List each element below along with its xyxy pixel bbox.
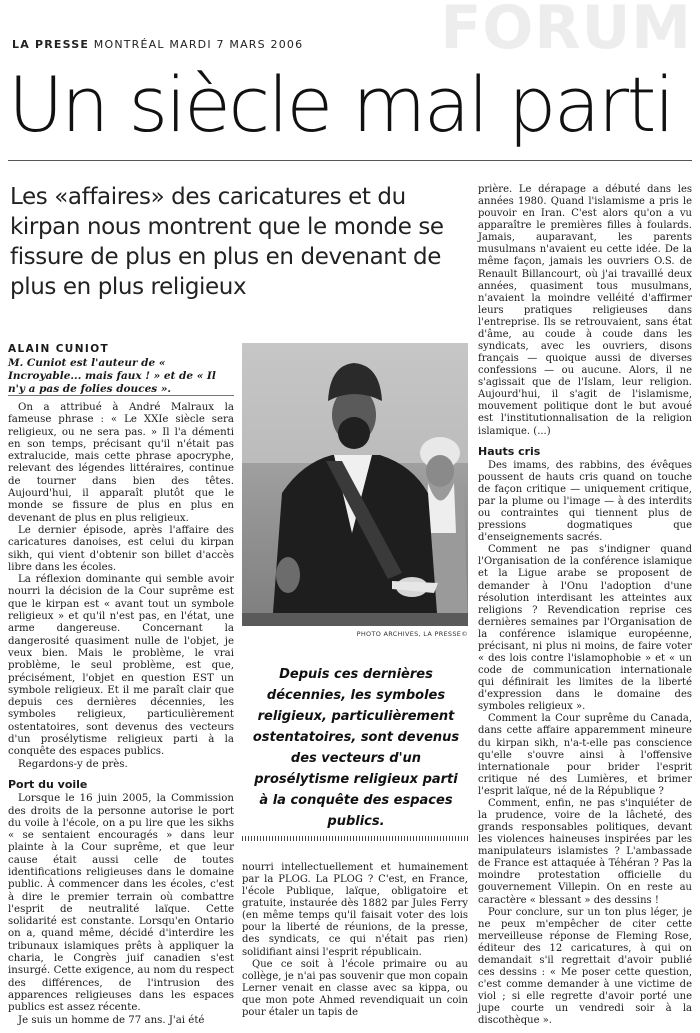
paragraph: Des imams, des rabbins, des évêques poussent de hauts cris quand on touche de façon critique — uniquement critique, par la plume ou l'image — à des interdits ou contraintes qui tiennent plus de pressions dogmatiques que d'enseignements sacrés.: [478, 459, 692, 544]
place-date: MONTRÉAL MARDI 7 MARS 2006: [93, 38, 304, 51]
paragraph: Le dernier épisode, après l'affaire des caricatures danoises, est celui du kirpan sikh, qui vient d'obtenir son billet d'accès libre dans les écoles.: [8, 524, 234, 573]
pull-quote-rule: [242, 836, 468, 841]
headline-rule: [8, 160, 692, 161]
paragraph: nourri intellectuellement et humainement par la PLOG. La PLOG ? C'est, en France, l'école Publique, laïque, obligatoire et gratuite, instaurée dès 1882 par Jules Ferry (en même temps qu'il faisait voter des lois pour la liberté de réunions, de la presse, des syndicats, ce qui n'était pas rien) solidifiant ainsi l'esprit républicain.: [242, 862, 468, 958]
publication-name: LA PRESSE: [12, 38, 90, 51]
subhead-hauts-cris: Hauts cris: [478, 444, 541, 458]
author-name: ALAIN CUNIOT: [8, 343, 110, 355]
paragraph: Comment ne pas s'indigner quand l'Organisation de la conférence islamique et la Ligue arabe se proposent de demander à l'Onu l'adoption d'une résolution interdisant les atteintes aux religions ? Revendication reprise ces dernières semaines par l'Organisation de la conférence islamique européenne, précisant, ni plus ni moins, de faire voter « des lois contre l'islamophobie » et « un code de communication internationale qui définirait les limites de la liberté d'expression dans le domaine des symboles religieux ».: [478, 544, 692, 713]
author-rule: [8, 395, 234, 396]
article-column-1: [8, 402, 234, 1027]
section-title: FORUM: [440, 0, 692, 63]
photo-credit: PHOTO ARCHIVES, LA PRESSE©: [356, 630, 468, 638]
article-column-2: [242, 862, 468, 1019]
paragraph: Que ce soit à l'école primaire ou au collège, je n'ai pas souvenir que mon copain Lerner venait en classe avec sa kippa, ou que mon pote Ahmed revendiquait un coin pour étaler un tapis de: [242, 958, 468, 1018]
deck: Les «affaires» des caricatures et du kirpan nous montrent que le monde se fissure de plus en plus en devenant de plus en plus religieux: [10, 184, 444, 300]
paragraph: Regardons-y de près.: [18, 758, 128, 770]
article-column-3: [478, 184, 692, 1027]
pull-quote: Depuis ces dernières décennies, les symboles religieux, particulièrement ostentatoires, sont devenus des vecteurs d'un prosélytisme religieux parti à la conquête des espaces publics.: [252, 667, 460, 829]
paragraph: Comment la Cour suprême du Canada, dans cette affaire apparemment mineure du kirpan sikh, n'a-t-elle pas conscience qu'elle s'ouvre ainsi à l'offensive internationale pour brider l'esprit critique né des Lumières, et brimer l'esprit laïque, né de la République ?: [478, 713, 692, 797]
paragraph: prière. Le dérapage a débuté dans les années 1980. Quand l'islamisme a pris le pouvoir en Iran. C'est alors qu'on a vu apparaître le premières filles à foulards. Jamais, auparavant, les parents musulmans n'avaient eu cette idée. De la même façon, jamais les ouvriers O.S. de Renault Billancourt, où j'ai travaillé deux années, quasiment tous musulmans, n'avaient la moindre velléité d'affirmer leurs pratiques religieuses dans l'entreprise. Ils se retrouvaient, sans état d'âme, au coude à coude dans les syndicats, avec les ouvriers, disons français — quoique aussi de diverses confessions — ou aucune. Alors, il ne s'agissait que de l'Islam, leur religion. Aujourd'hui, il s'agit de l'islamisme, mouvement politique dont le but avoué est l'institutionnalisation de la religion islamique. (...): [478, 184, 692, 437]
author-bio: M. Cuniot est l'auteur de « Incroyable... mais faux ! » et de « Il n'y a pas de folies douces ».: [8, 357, 216, 395]
author-box: [8, 343, 234, 396]
paragraph: Pour conclure, sur un ton plus léger, je ne peux m'empêcher de citer cette merveilleuse réponse de Fleming Rose, éditeur des 12 caricatures, à qui on demandait s'il regrettait d'avoir publié ces dessins : « Me poser cette question, c'est comme demander à une victime de viol ; si elle regrette d'avoir porté une jupe courte un vendredi soir à la discothèque ».: [478, 906, 692, 1027]
paragraph: Lorsque le 16 juin 2005, la Commission des droits de la personne autorise le port du voile à l'école, on a pu lire que les sikhs « se sentaient encouragés » dans leur plainte à la Cour suprême, et que leur cause était aussi celle de toutes identifications religieuses dans le domaine public. À commencer dans les écoles, c'est à dire le premier terrain où combattre l'esprit de neutralité laïque. Cette solidarité est constante. Lorsqu'en Ontario on a, quand même, décidé d'interdire les tribunaux islamiques prêts à appliquer la charia, le Congrès juif canadien s'est insurgé. Cette exigence, au nom du respect des différences, de l'intrusion des apparences religieuses dans les espaces publics est assez récente.: [8, 793, 234, 1014]
paragraph: Comment, enfin, ne pas s'inquiéter de la prudence, voire de la lâcheté, des grands responsables politiques, devant les violences haineuses inspirées par les manipulateurs islamistes ? L'ambassade de France est attaquée à Téhéran ? Pas la moindre protestation officielle du gouvernement Villepin. On en reste au caractère « blessant » des dessins !: [478, 797, 692, 906]
paragraph: On a attribué à André Malraux la fameuse phrase : « Le XXIe siècle sera religieux, ou ne sera pas. » Il l'a démenti en son temps, précisant qu'il n'était pas extralucide, mais cette phrase apocryphe, relevant des légendes littéraires, continue de tourner dans bien des têtes. Aujourd'hui, il apparaît plutôt que le monde se fissure de plus en plus en devenant de plus en plus religieux.: [8, 402, 234, 524]
photo-sikh-student-illustration: [242, 343, 468, 626]
paragraph: La réflexion dominante qui semble avoir nourri la décision de la Cour suprême est que le kirpan est « avant tout un symbole religieux » et qu'il n'est pas, en l'état, une arme dangereuse. Concernant la dangerosité quasiment nulle de l'objet, je veux bien. Mais le problème, le vrai problème, le seul problème, est que, précisément, l'objet en question EST un symbole religieux. Et il me paraît clair que depuis ces dernières décennies, les symboles religieux, particulièrement ostentatoires, sont devenus des vecteurs d'un prosélytisme religieux parti à la conquête des espaces publics.: [8, 574, 234, 758]
dateline: [12, 38, 303, 51]
headline: Un siècle mal parti: [8, 60, 673, 149]
article-photo: [242, 343, 468, 626]
subhead-port-du-voile: Port du voile: [8, 777, 88, 791]
paragraph: Je suis un homme de 77 ans. J'ai été: [18, 1014, 205, 1026]
